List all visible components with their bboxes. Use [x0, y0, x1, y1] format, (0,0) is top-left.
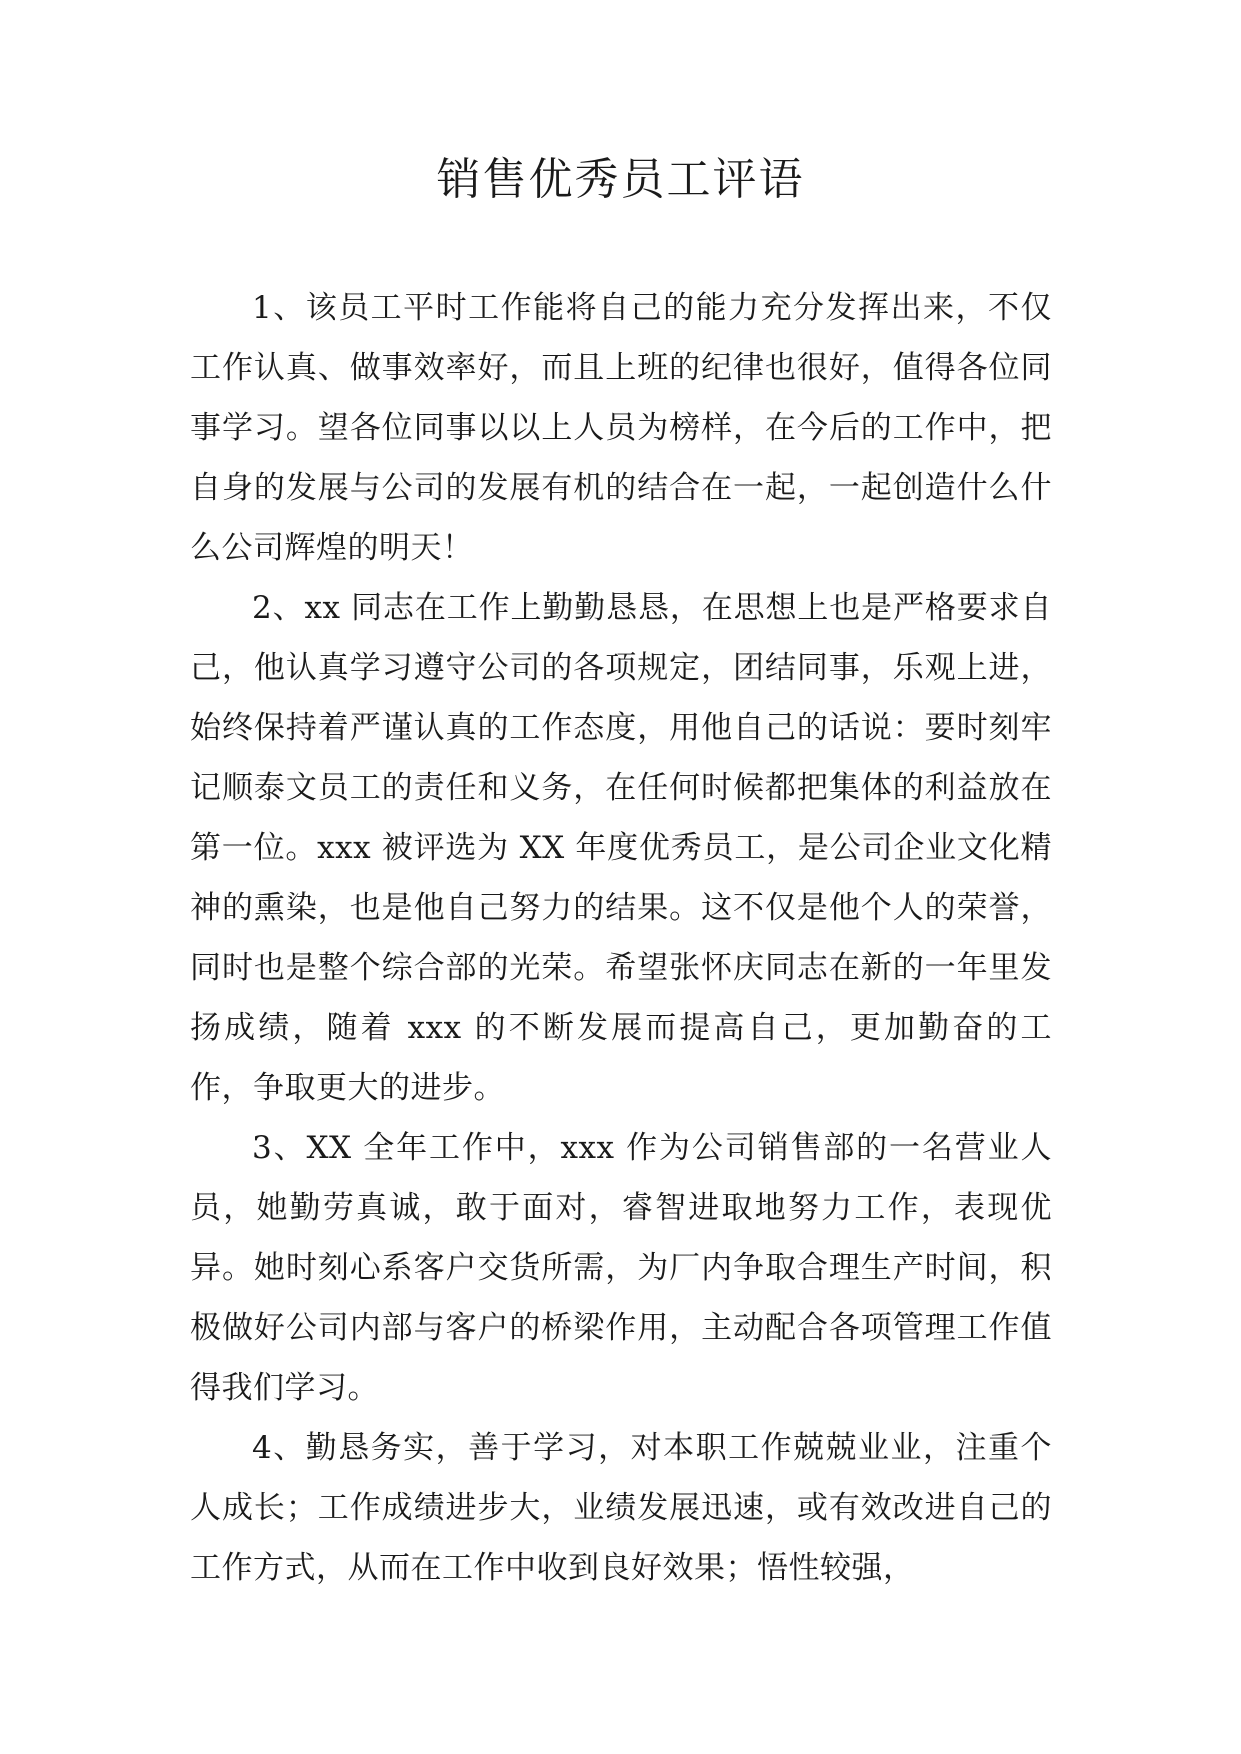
paragraph-1: 1、该员工平时工作能将自己的能力充分发挥出来，不仅工作认真、做事效率好，而且上班的纪律也很好，值得各位同事学习。望各位同事以以上人员为榜样，在今后的工作中，把自身的发展与公司的发展有机的结合在一起，一起创造什么什么公司辉煌的明天！: [190, 290, 1052, 566]
paragraph-4: 4、勤恳务实，善于学习，对本职工作兢兢业业，注重个人成长；工作成绩进步大，业绩发展迅速，或有效改进自己的工作方式，从而在工作中收到良好效果；悟性较强，: [190, 1430, 1052, 1586]
paragraph-3: 3、XX 全年工作中，xxx 作为公司销售部的一名营业人员，她勤劳真诚，敢于面对，睿智进取地努力工作，表现优异。她时刻心系客户交货所需，为厂内争取合理生产时间，积极做好公司内部与客户的桥梁作用，主动配合各项管理工作值得我们学习。: [190, 1130, 1052, 1406]
paragraph-2: 2、xx 同志在工作上勤勤恳恳，在思想上也是严格要求自己，他认真学习遵守公司的各项规定，团结同事，乐观上进，始终保持着严谨认真的工作态度，用他自己的话说：要时刻牢记顺泰文员工的责任和义务，在任何时候都把集体的利益放在第一位。xxx 被评选为 XX 年度优秀员工，是公司企业文化精神的熏染，也是他自己努力的结果。这不仅是他个人的荣誉，同时也是整个综合部的光荣。希望张怀庆同志在新的一年里发扬成绩，随着 xxx 的不断发展而提高自己，更加勤奋的工作，争取更大的进步。: [190, 590, 1052, 1106]
document-title: 销售优秀员工评语: [436, 154, 805, 205]
document-body: [190, 278, 1052, 1598]
